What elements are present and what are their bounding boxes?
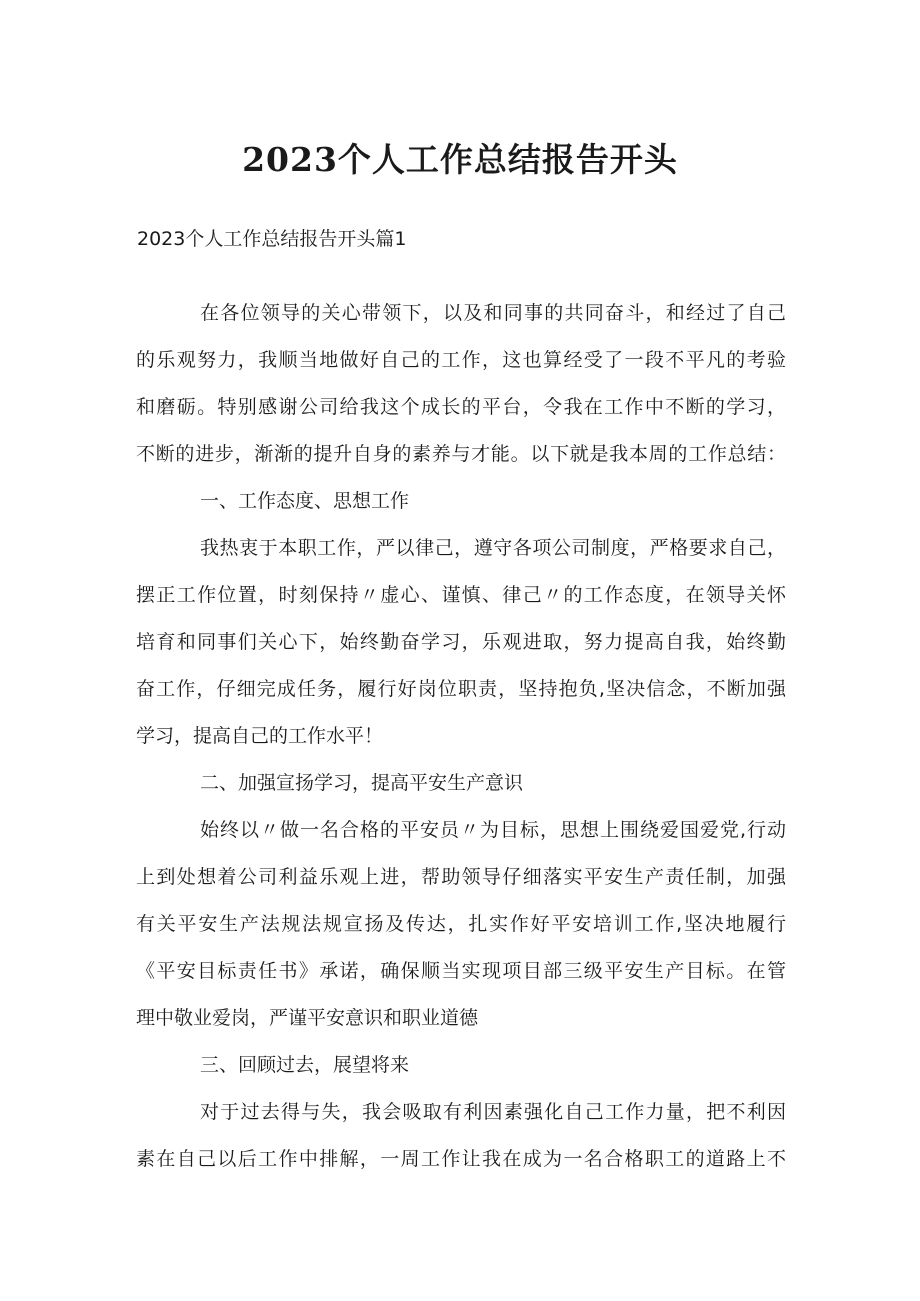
paragraph-line: 学习，提高自己的工作水平！ xyxy=(136,725,384,747)
paragraph-line: 《平安目标责任书》承诺，确保顺当实现项目部三级平安生产目标。在管 xyxy=(136,960,786,982)
paragraph-line: 我热衷于本职工作，严以律己，遵守各项公司制度，严格要求自己， xyxy=(200,537,786,559)
paragraph-line: 奋工作，仔细完成任务，履行好岗位职责，坚持抱负,坚决信念，不断加强 xyxy=(136,678,786,700)
paragraph-line: 素在自己以后工作中排解，一周工作让我在成为一名合格职工的道路上不 xyxy=(136,1148,786,1170)
section-subtitle: 2023个人工作总结报告开头篇1 xyxy=(137,228,407,250)
paragraph-line: 摆正工作位置，时刻保持〃虚心、谨慎、律己〃的工作态度，在领导关怀 xyxy=(136,584,786,606)
section-heading-safety: 二、加强宣扬学习，提高平安生产意识 xyxy=(200,772,524,794)
section-heading-attitude: 一、工作态度、思想工作 xyxy=(200,490,410,512)
paragraph-line: 始终以〃做一名合格的平安员〃为目标，思想上围绕爱国爱党,行动 xyxy=(200,819,786,841)
page-title: 2023个人工作总结报告开头 xyxy=(242,140,678,179)
paragraph-line: 和磨砺。特别感谢公司给我这个成长的平台，令我在工作中不断的学习， xyxy=(136,396,786,418)
paragraph-line: 对于过去得与失，我会吸取有利因素强化自己工作力量，把不利因 xyxy=(200,1101,786,1123)
paragraph-line: 有关平安生产法规法规宣扬及传达，扎实作好平安培训工作,坚决地履行 xyxy=(136,913,786,935)
paragraph-line: 理中敬业爱岗，严谨平安意识和职业道德 xyxy=(136,1007,479,1029)
paragraph-line: 上到处想着公司利益乐观上进，帮助领导仔细落实平安生产责任制，加强 xyxy=(136,866,786,888)
paragraph-line: 的乐观努力，我顺当地做好自己的工作，这也算经受了一段不平凡的考验 xyxy=(136,349,786,371)
paragraph-line: 在各位领导的关心带领下，以及和同事的共同奋斗，和经过了自己 xyxy=(200,302,786,324)
section-heading-review: 三、回顾过去，展望将来 xyxy=(200,1054,410,1076)
paragraph-line: 不断的进步，渐渐的提升自身的素养与才能。以下就是我本周的工作总结： xyxy=(136,443,786,465)
paragraph-line: 培育和同事们关心下，始终勤奋学习，乐观进取，努力提高自我，始终勤 xyxy=(136,631,786,653)
